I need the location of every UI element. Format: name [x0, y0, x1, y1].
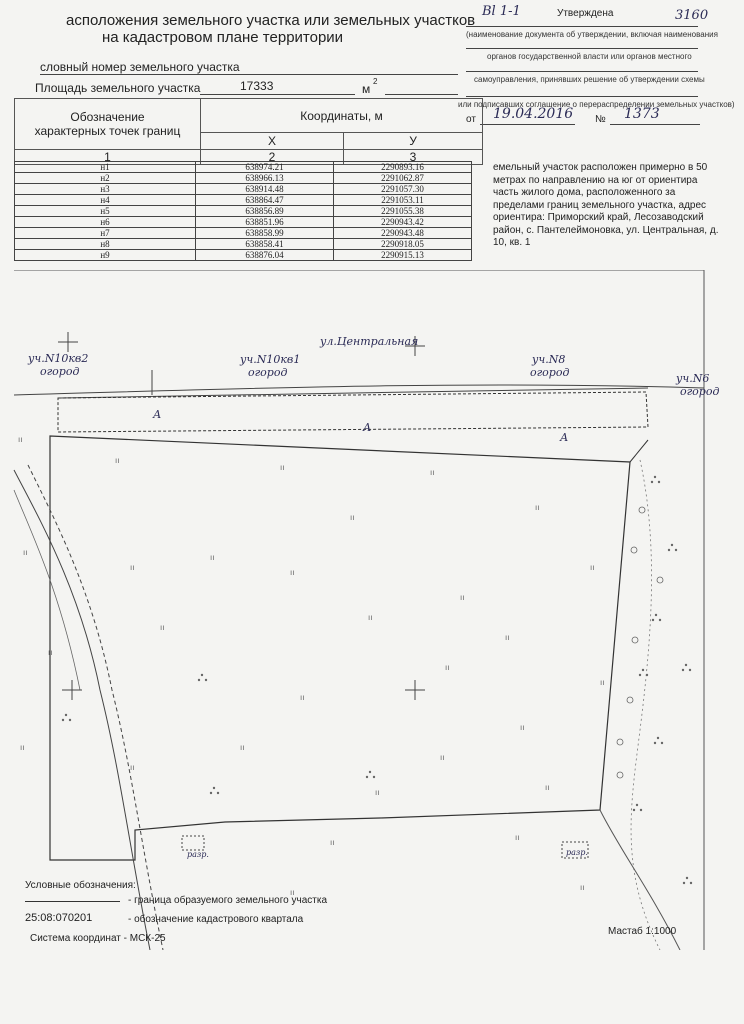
svg-text:ıı: ıı: [290, 888, 295, 897]
y-value: 2290943.48: [334, 228, 472, 239]
razv-label-2: разр.: [566, 848, 588, 857]
x-value: 638914.48: [196, 184, 334, 195]
coordinates-header-table: [14, 98, 483, 165]
approval-line-2: [466, 48, 698, 49]
razv-box-1: [182, 836, 204, 850]
x-value: 638966.13: [196, 173, 334, 184]
column-number-1: 1: [15, 150, 201, 165]
svg-text:ıı: ıı: [375, 788, 380, 797]
svg-text:ıı: ıı: [130, 763, 135, 772]
vegetation-marks: [18, 435, 604, 897]
zone-label-1: А: [153, 408, 162, 421]
table-row: [15, 239, 472, 250]
point-id: н5: [15, 206, 196, 217]
map-frame: [14, 270, 704, 950]
svg-text:ıı: ıı: [290, 568, 295, 577]
garden-label-1: огород: [40, 365, 80, 378]
garden-label-4: огород: [680, 385, 720, 398]
coordinates-table: [14, 161, 472, 261]
shrub-marks: [62, 476, 692, 884]
approval-number: 1373: [624, 106, 660, 122]
svg-text:ıı: ıı: [330, 838, 335, 847]
plot-label-2: уч.N10кв1: [240, 353, 301, 366]
svg-text:ıı: ıı: [440, 753, 445, 762]
area-underline: [200, 94, 355, 95]
y-value: 2291062.87: [334, 173, 472, 184]
svg-text:ıı: ıı: [48, 648, 53, 657]
designation-header-line1: Обозначение: [70, 110, 145, 124]
approved-label: Утверждена: [557, 8, 614, 19]
svg-text:ıı: ıı: [368, 613, 373, 622]
map-scale: Мастаб 1:1000: [608, 926, 677, 937]
y-value: 2290943.42: [334, 217, 472, 228]
svg-text:ıı: ıı: [545, 783, 550, 792]
legend-boundary: - граница образуемого земельного участка: [128, 895, 328, 906]
x-value: 638851.96: [196, 217, 334, 228]
x-value: 638864.47: [196, 195, 334, 206]
approval-note-3: самоуправления, принявших решение об утверждении схемы: [474, 75, 705, 84]
area-unit: м: [362, 82, 371, 96]
approval-line-1: [466, 26, 698, 27]
svg-text:ıı: ıı: [505, 633, 510, 642]
street-label: ул.Центральная: [320, 335, 419, 348]
legend-quarter-code: 25:08:070201: [25, 912, 93, 924]
column-number-3: 3: [344, 150, 483, 165]
zone-label-2: А: [363, 421, 372, 434]
x-value: 638856.89: [196, 206, 334, 217]
street-line-upper: [14, 385, 704, 395]
svg-text:ıı: ıı: [520, 723, 525, 732]
point-id: н9: [15, 250, 196, 261]
approval-note-1: (наименование документа об утверждении, включая наименования: [466, 30, 718, 39]
y-value: 2290915.13: [334, 250, 472, 261]
x-header: X: [201, 133, 344, 150]
legend-boundary-sample: [25, 901, 120, 902]
svg-text:ıı: ıı: [460, 593, 465, 602]
svg-text:ıı: ıı: [18, 435, 23, 444]
date-underline: [480, 124, 575, 125]
road-left-3: [14, 490, 80, 690]
designation-header: [15, 99, 201, 150]
right-edge-line: [631, 460, 660, 950]
svg-text:ıı: ıı: [590, 563, 595, 572]
document-title-line2: на кадастровом плане территории: [102, 29, 344, 46]
point-id: н4: [15, 195, 196, 206]
svg-text:ıı: ıı: [350, 513, 355, 522]
designation-header-line2: характерных точек границ: [34, 124, 181, 138]
approval-line-3: [466, 71, 698, 72]
y-value: 2291057.30: [334, 184, 472, 195]
point-id: н3: [15, 184, 196, 195]
table-row: [15, 184, 472, 195]
conditional-number-line: [40, 74, 458, 75]
point-id: н7: [15, 228, 196, 239]
grid-crosses: [58, 332, 425, 700]
column-number-2: 2: [201, 150, 344, 165]
y-value: 2291053.11: [334, 195, 472, 206]
svg-text:ıı: ıı: [535, 503, 540, 512]
location-description: емельный участок расположен примерно в 50 метрах по направлению на юг от ориентира часть жилого дома, расположенного за пределами границ земельного участка, адрес ориентира: Приморский край, Лесозаводский район, с. Пантелеймоновка, ул. Центральная, д. 10, кв. 1: [493, 162, 719, 248]
plot-label-1: уч.N10кв2: [28, 352, 89, 365]
coordinates-header: Координаты, м: [201, 99, 483, 133]
table-row: [15, 250, 472, 261]
plot-label-4: уч.N6: [676, 372, 710, 385]
number-underline: [610, 124, 700, 125]
approval-note-4: или подписавших соглашение о перераспределении земельных участков): [458, 100, 735, 109]
area-line-tail: [385, 94, 458, 95]
road-left-1: [14, 470, 150, 950]
corner-handwritten-mark: Bl 1-1: [482, 4, 521, 19]
y-value: 2290918.05: [334, 239, 472, 250]
area-value: 17333: [240, 79, 274, 93]
area-unit-superscript: 2: [373, 77, 378, 86]
table-row: [15, 217, 472, 228]
number-prefix: №: [595, 114, 606, 125]
point-id: н2: [15, 173, 196, 184]
svg-text:ıı: ıı: [130, 563, 135, 572]
svg-text:ıı: ıı: [240, 743, 245, 752]
document-title-line1: асположения земельного участка или земельных участков: [66, 12, 476, 29]
svg-text:ıı: ıı: [515, 833, 520, 842]
tree-marks: [617, 507, 663, 778]
conditional-number-label: словный номер земельного участка: [40, 60, 240, 74]
plot-label-3: уч.N8: [532, 353, 566, 366]
svg-text:ıı: ıı: [280, 463, 285, 472]
table-row: [15, 173, 472, 184]
table-row: [15, 228, 472, 239]
x-value: 638858.99: [196, 228, 334, 239]
point-id: н6: [15, 217, 196, 228]
svg-text:ıı: ıı: [23, 548, 28, 557]
point-id: н8: [15, 239, 196, 250]
legend-title: Условные обозначения:: [25, 880, 136, 891]
svg-text:ıı: ıı: [160, 623, 165, 632]
plot-boundary: [50, 436, 630, 860]
x-value: 638876.04: [196, 250, 334, 261]
svg-text:ıı: ıı: [20, 743, 25, 752]
approval-line-4: [466, 96, 698, 97]
table-row: [15, 206, 472, 217]
boundary-connector: [630, 440, 648, 462]
approval-note-2: органов государственной власти или органов местного: [487, 52, 692, 61]
coordinate-system: Система координат - МСК-25: [30, 933, 166, 944]
approval-date: 19.04.2016: [493, 106, 574, 122]
table-row: [15, 162, 472, 173]
point-id: н1: [15, 162, 196, 173]
y-value: 2291055.38: [334, 206, 472, 217]
razv-label-1: разр.: [187, 850, 209, 859]
x-value: 638858.41: [196, 239, 334, 250]
svg-text:ıı: ıı: [210, 553, 215, 562]
y-header: У: [344, 133, 483, 150]
date-prefix: от: [466, 114, 476, 125]
svg-text:ıı: ıı: [300, 693, 305, 702]
zone-a-polygon: [58, 392, 648, 432]
table-row: [15, 195, 472, 206]
corner-handwritten-mark-2: 3160: [675, 8, 709, 23]
svg-text:ıı: ıı: [430, 468, 435, 477]
cadastral-map: [0, 270, 744, 950]
svg-text:ıı: ıı: [445, 663, 450, 672]
area-label: Площадь земельного участка: [35, 81, 201, 95]
x-value: 638974.21: [196, 162, 334, 173]
garden-label-2: огород: [248, 366, 288, 379]
zone-label-3: А: [560, 431, 569, 444]
y-value: 2290893.16: [334, 162, 472, 173]
garden-label-3: огород: [530, 366, 570, 379]
legend-quarter: - обозначение кадастрового квартала: [128, 914, 304, 925]
svg-text:ıı: ıı: [115, 456, 120, 465]
svg-text:ıı: ıı: [580, 883, 585, 892]
svg-text:ıı: ıı: [600, 678, 605, 687]
